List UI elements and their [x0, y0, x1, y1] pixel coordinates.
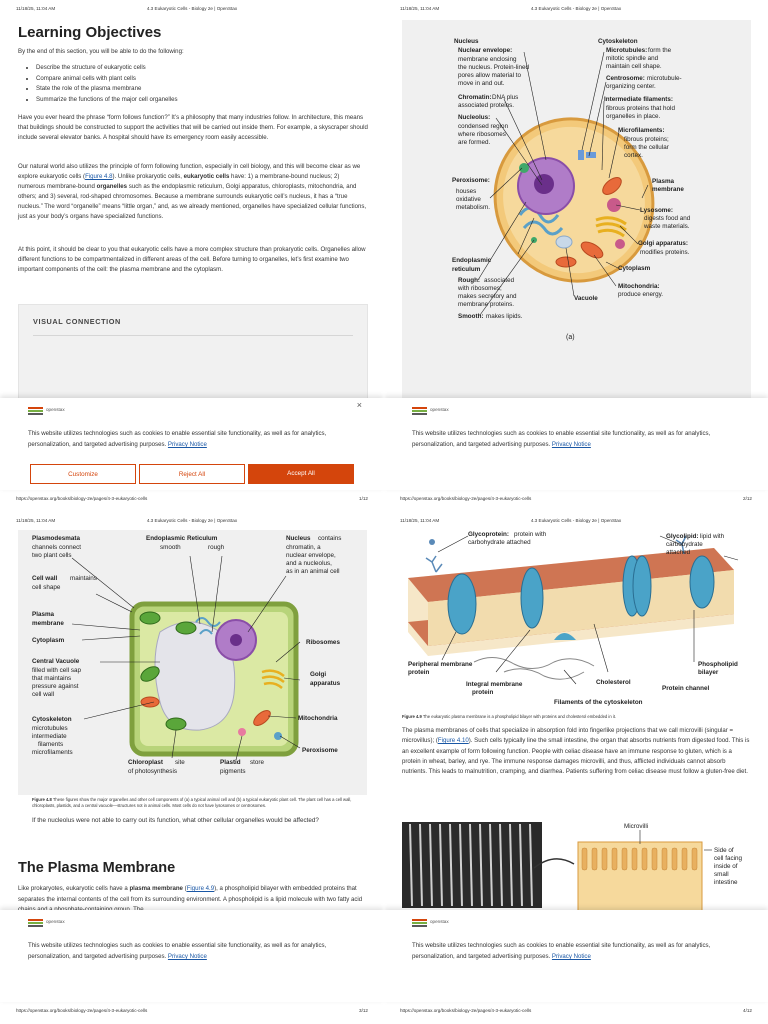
svg-text:maintain cell shape.: maintain cell shape. — [606, 63, 662, 70]
svg-text:Cytoskeleton: Cytoskeleton — [32, 716, 72, 723]
svg-text:site: site — [175, 759, 185, 766]
svg-text:organizing center.: organizing center. — [606, 83, 656, 90]
svg-text:filaments: filaments — [38, 741, 64, 748]
page-number: 3/12 — [359, 1008, 368, 1013]
svg-text:oxidative: oxidative — [456, 196, 481, 203]
svg-text:intermediate: intermediate — [32, 733, 67, 740]
page-number: 1/12 — [359, 496, 368, 501]
cookie-message: This website utilizes technologies such as cookies to enable essential site functionality, as well as for analytics, personalization, and targeted advertising purposes. Privacy Notice — [412, 942, 711, 960]
cookie-banner — [0, 398, 384, 490]
svg-text:associated: associated — [484, 277, 515, 284]
figure-4-8-link[interactable]: Figure 4.8 — [85, 173, 113, 180]
label-nucleus: Nucleus — [454, 38, 479, 45]
reject-all-button[interactable]: Reject All — [139, 464, 245, 484]
print-footer — [16, 1008, 368, 1018]
svg-text:apparatus: apparatus — [310, 680, 341, 687]
svg-text:produce energy.: produce energy. — [618, 291, 664, 298]
page-url: https://openstax.org/books/biology-2e/pages/4-3-eukaryotic-cells — [400, 1008, 532, 1013]
svg-text:as in an animal cell: as in an animal cell — [286, 568, 340, 575]
svg-text:chromatin, a: chromatin, a — [286, 544, 321, 551]
svg-text:cell wall: cell wall — [32, 691, 55, 698]
svg-text:Vacuole: Vacuole — [574, 295, 598, 302]
print-footer — [16, 496, 368, 506]
cookie-message: This website utilizes technologies such as cookies to enable essential site functionality, as well as for analytics, personalization, and targeted advertising purposes. Privacy Notice — [28, 430, 327, 448]
svg-text:(a): (a) — [566, 334, 575, 341]
microvilli-paragraph: The plasma membranes of cells that specialize in absorption fold into fingerlike projections that we call microvilli (singular = microvillus); (Figure 4.10). Such cells typically line the small intestine, the organ that absorbs nutrients from digested food. This is an excellent example of form following function. People with celiac disease have an immune response to gluten, which is a protein in wheat, barley, and rye. The immune response damages microvilli, and thus, afflicted individuals cannot absorb nutrients. This leads to malnutrition, cramping, and diarrhea. Patients suffering from celiac disease must follow a gluten-free diet. — [402, 727, 750, 776]
svg-text:membrane enclosing: membrane enclosing — [458, 56, 517, 63]
svg-text:modifies proteins.: modifies proteins. — [640, 249, 690, 256]
close-icon[interactable]: × — [356, 400, 362, 410]
paragraph-organelles: At this point, it should be clear to you that eukaryotic cells have a more complex structure than prokaryotic cells. Organelles allow different functions to be compartmentalized in different areas of the cell. Before turning to organelles, let’s first examine two important components of the cell: the plasma membrane and the cytoplasm. — [18, 246, 366, 273]
svg-text:fibrous proteins;: fibrous proteins; — [624, 136, 669, 143]
privacy-notice-link[interactable]: Privacy Notice — [551, 441, 591, 448]
print-title: 4.3 Eukaryotic Cells - Biology 2e | OpenStax — [146, 518, 238, 523]
svg-text:protein with: protein with — [514, 531, 547, 538]
svg-text:Golgi: Golgi — [310, 671, 327, 678]
svg-text:cortex.: cortex. — [624, 152, 643, 159]
svg-text:Microfilaments:: Microfilaments: — [618, 127, 665, 134]
paragraph-eukaryotic-cells: Our natural world also utilizes the principle of form following function, especially in cell biology, and this will become clear as we explore eukaryotic cells (Figure 4.8). Unlike prokaryotic cells, eukaryotic cells have: 1) a membrane-bound nucleus; 2) numerous membrane-bound organelles such as the endoplasmic reticulum, Golgi apparatus, chloroplasts, mitochondria, and others; and 3) several, rod-shaped chromosomes. Because a membrane surrounds eukaryotic cell’s nucleus, it has a “true nucleus.” The word “organelle” means “little organ,” and, as we already mentioned, organelles have specialized cellular functions, just as your body’s organs have specialized functions. — [18, 163, 367, 220]
cookie-banner — [384, 398, 768, 490]
print-footer — [400, 1008, 752, 1018]
svg-text:Integral membrane: Integral membrane — [466, 681, 523, 688]
objectives-list — [26, 63, 178, 105]
paragraph-form-follows-function: Have you ever heard the phrase “form follows function?” It’s a philosophy that many industries follow. In architecture, this means that buildings should be constructed to support the activities that will be carried out inside them. For example, a skyscraper should include several elevator banks. A hospital should have its emergency room easily accessible. — [18, 114, 368, 141]
svg-text:channels connect: channels connect — [32, 544, 82, 551]
svg-text:microfilaments: microfilaments — [32, 749, 73, 756]
svg-text:protein: protein — [472, 689, 494, 696]
page-url: https://openstax.org/books/biology-2e/pages/4-3-eukaryotic-cells — [16, 1008, 148, 1013]
svg-text:pressure against: pressure against — [32, 683, 79, 690]
svg-text:associated proteins.: associated proteins. — [458, 102, 515, 109]
svg-text:of photosynthesis: of photosynthesis — [128, 768, 178, 775]
svg-text:nuclear envelope,: nuclear envelope, — [286, 552, 336, 559]
cookie-banner — [384, 910, 768, 1002]
svg-text:pigments: pigments — [220, 768, 246, 775]
svg-text:Central Vacuole: Central Vacuole — [32, 658, 80, 665]
svg-text:Microtubules:: Microtubules: — [606, 47, 648, 54]
print-title: 4.3 Eukaryotic Cells - Biology 2e | OpenStax — [146, 6, 238, 11]
svg-text:condensed region: condensed region — [458, 123, 509, 130]
svg-text:Cell wall: Cell wall — [32, 575, 58, 582]
svg-text:Plasma: Plasma — [32, 611, 55, 618]
svg-text:move in and out.: move in and out. — [458, 80, 505, 87]
svg-text:where ribosomes: where ribosomes — [458, 131, 506, 138]
customize-button[interactable]: Customize — [30, 464, 136, 484]
svg-text:intestine: intestine — [714, 879, 738, 886]
svg-text:microtubules: microtubules — [32, 725, 68, 732]
svg-text:two plant cells: two plant cells — [32, 552, 72, 559]
svg-text:microtubule-: microtubule- — [647, 75, 682, 82]
svg-text:carbohydrate attached: carbohydrate attached — [468, 539, 531, 546]
svg-text:lipid with: lipid with — [700, 533, 725, 540]
svg-text:DNA plus: DNA plus — [492, 94, 519, 101]
svg-text:and a nucleolus,: and a nucleolus, — [286, 560, 332, 567]
svg-text:houses: houses — [456, 188, 477, 195]
plasma-membrane-paragraph: Like prokaryotes, eukaryotic cells have a plasma membrane (Figure 4.9), a phospholipid bilayer with embedded proteins that separates the internal contents of the cell from its surrounding environment. A phospholipid is a lipid molecule with two fatty acid — [18, 885, 363, 903]
svg-text:cell facing: cell facing — [714, 855, 743, 862]
plasma-membrane-heading: The Plasma Membrane — [18, 860, 176, 876]
print-header — [16, 6, 368, 16]
privacy-notice-link[interactable]: Privacy Notice — [167, 953, 207, 960]
objective-item: • State the role of the plasma membrane — [36, 84, 178, 95]
svg-text:makes secretory and: makes secretory and — [458, 293, 517, 300]
svg-text:Cytoplasm: Cytoplasm — [618, 265, 651, 272]
svg-text:membrane: membrane — [652, 186, 684, 193]
svg-text:Lysosome:: Lysosome: — [640, 207, 674, 214]
svg-text:bilayer: bilayer — [698, 669, 719, 676]
page-1 — [0, 0, 384, 512]
page-2 — [384, 0, 768, 512]
svg-text:Mitochondria:: Mitochondria: — [618, 283, 660, 290]
svg-text:that maintains: that maintains — [32, 675, 72, 682]
cookie-banner — [0, 910, 384, 1002]
svg-text:Glycoprotein:: Glycoprotein: — [468, 531, 509, 538]
svg-text:Endoplasmic: Endoplasmic — [452, 257, 492, 264]
print-title: 4.3 Eukaryotic Cells - Biology 2e | OpenStax — [530, 518, 622, 523]
svg-text:Nucleus: Nucleus — [286, 535, 311, 542]
svg-text:attached: attached — [666, 549, 691, 556]
svg-text:the nucleus. Protein-lined: the nucleus. Protein-lined — [458, 64, 530, 71]
svg-text:rough: rough — [208, 544, 225, 551]
svg-text:Mitochondria: Mitochondria — [298, 715, 338, 722]
objective-item: • Summarize the functions of the major cell organelles — [36, 95, 178, 106]
svg-text:metabolism.: metabolism. — [456, 204, 490, 211]
svg-text:Peripheral membrane: Peripheral membrane — [408, 661, 473, 668]
print-date: 11/18/25, 11:04 AM — [16, 6, 56, 11]
page-4 — [384, 512, 768, 1024]
svg-text:Golgi apparatus:: Golgi apparatus: — [638, 240, 689, 247]
figure-4-9-link[interactable]: Figure 4.9 — [186, 885, 215, 892]
privacy-notice-link[interactable]: Privacy Notice — [551, 953, 591, 960]
svg-text:digests food and: digests food and — [644, 215, 691, 222]
page-url: https://openstax.org/books/biology-2e/pages/4-3-eukaryotic-cells — [400, 496, 532, 501]
svg-text:form the cellular: form the cellular — [624, 144, 669, 151]
svg-text:Plastid: Plastid — [220, 759, 241, 766]
svg-text:Peroxisome:: Peroxisome: — [452, 177, 490, 184]
svg-text:Microvilli: Microvilli — [624, 823, 649, 830]
print-footer — [400, 496, 752, 506]
svg-text:filled with cell sap: filled with cell sap — [32, 667, 81, 674]
visual-connection-question: If the nucleolus were not able to carry out its function, what other cellular organelles would be affected? — [32, 817, 319, 824]
page-url: https://openstax.org/books/biology-2e/pages/4-3-eukaryotic-cells — [16, 496, 148, 501]
print-date: 11/18/25, 11:04 AM — [400, 518, 440, 523]
svg-text:Intermediate filaments:: Intermediate filaments: — [604, 96, 673, 103]
svg-text:Phospholipid: Phospholipid — [698, 661, 738, 668]
figure-4-10-link[interactable]: Figure 4.10 — [437, 737, 469, 745]
svg-text:Chloroplast: Chloroplast — [128, 759, 163, 766]
objective-item: • Describe the structure of eukaryotic cells — [36, 63, 178, 74]
svg-text:small: small — [714, 871, 729, 878]
objectives-intro: By the end of this section, you will be able to do the following: — [18, 48, 184, 55]
plant-cell-figure — [0, 512, 384, 812]
svg-text:waste materials.: waste materials. — [644, 223, 690, 230]
print-date: 11/18/25, 11:04 AM — [400, 6, 440, 11]
svg-text:Plasma: Plasma — [652, 178, 675, 185]
openstax-logo: openstax — [412, 918, 452, 928]
svg-text:membrane proteins.: membrane proteins. — [458, 301, 514, 308]
print-date: 11/18/25, 11:04 AM — [16, 518, 56, 523]
svg-text:Peroxisome: Peroxisome — [302, 747, 338, 754]
learning-objectives-title: Learning Objectives — [18, 24, 162, 41]
svg-text:Nucleolus:: Nucleolus: — [458, 114, 491, 121]
svg-text:Plasmodesmata: Plasmodesmata — [32, 535, 80, 542]
divider — [33, 335, 353, 336]
svg-text:fibrous proteins that hold: fibrous proteins that hold — [606, 105, 675, 112]
svg-text:Cholesterol: Cholesterol — [596, 679, 631, 686]
svg-text:Side of: Side of — [714, 847, 734, 854]
svg-text:mitotic spindle and: mitotic spindle and — [606, 55, 659, 62]
svg-text:form the: form the — [648, 47, 672, 54]
figure-4-9-caption: Figure 4.9 The eukaryotic plasma membrane is a phospholipid bilayer with proteins and cholesterol embedded in it. — [402, 714, 617, 719]
openstax-logo: openstax — [28, 918, 68, 928]
svg-text:Protein channel: Protein channel — [662, 685, 710, 692]
svg-text:are formed.: are formed. — [458, 139, 491, 146]
svg-text:Centrosome:: Centrosome: — [606, 75, 645, 82]
svg-text:organelles in place.: organelles in place. — [606, 113, 661, 120]
svg-text:Nuclear envelope:: Nuclear envelope: — [458, 47, 513, 54]
svg-text:makes lipids.: makes lipids. — [486, 313, 523, 320]
page-3 — [0, 512, 384, 1024]
openstax-logo: openstax — [412, 406, 452, 416]
svg-text:membrane: membrane — [32, 620, 64, 627]
page-number: 4/12 — [743, 1008, 752, 1013]
svg-text:smooth: smooth — [160, 544, 181, 551]
privacy-notice-link[interactable]: Privacy Notice — [167, 441, 207, 448]
svg-text:Ribosomes: Ribosomes — [306, 639, 340, 646]
svg-text:Smooth:: Smooth: — [458, 313, 484, 320]
svg-text:Filaments of the cytoskeleton: Filaments of the cytoskeleton — [554, 699, 643, 706]
svg-text:Chromatin:: Chromatin: — [458, 94, 492, 101]
print-title: 4.3 Eukaryotic Cells - Biology 2e | OpenStax — [530, 6, 622, 11]
objective-item: • Compare animal cells with plant cells — [36, 74, 178, 85]
visual-connection-label: VISUAL CONNECTION — [33, 317, 121, 326]
svg-text:Glycolipid:: Glycolipid: — [666, 533, 699, 540]
svg-text:Cytoskeleton: Cytoskeleton — [598, 38, 638, 45]
page-number: 2/12 — [743, 496, 752, 501]
svg-text:cell shape: cell shape — [32, 584, 61, 591]
cookie-message: This website utilizes technologies such as cookies to enable essential site functionality, as well as for analytics, personalization, and targeted advertising purposes. Privacy Notice — [28, 942, 327, 960]
openstax-logo: openstax — [28, 406, 68, 416]
accept-all-button[interactable]: Accept All — [248, 464, 354, 484]
svg-text:protein: protein — [408, 669, 430, 676]
svg-text:reticulum: reticulum — [452, 266, 481, 273]
svg-text:carbohydrate: carbohydrate — [666, 541, 703, 548]
svg-text:Cytoplasm: Cytoplasm — [32, 637, 65, 644]
svg-text:Endoplasmic Reticulum: Endoplasmic Reticulum — [146, 535, 218, 542]
cookie-message: This website utilizes technologies such as cookies to enable essential site functionality, as well as for analytics, personalization, and targeted advertising purposes. Privacy Notice — [412, 430, 711, 448]
svg-text:with ribosomes;: with ribosomes; — [458, 285, 502, 292]
svg-text:contains: contains — [318, 535, 342, 542]
svg-text:Rough:: Rough: — [458, 277, 481, 284]
svg-text:maintains: maintains — [70, 575, 97, 582]
svg-text:store: store — [250, 759, 264, 766]
svg-text:pores allow material to: pores allow material to — [458, 72, 521, 79]
svg-text:inside of: inside of — [714, 863, 738, 870]
figure-4-8-caption: Figure 4.8 These figures show the major organelles and other cell components of (a) a typical animal cell and (b) a typical eukaryotic plant cell. The plant cell has a cell wall, chloroplasts, plastids, and a central vacuole—structures not in animal cells. Most cells do not have lysosomes or centrosomes. — [32, 797, 352, 809]
